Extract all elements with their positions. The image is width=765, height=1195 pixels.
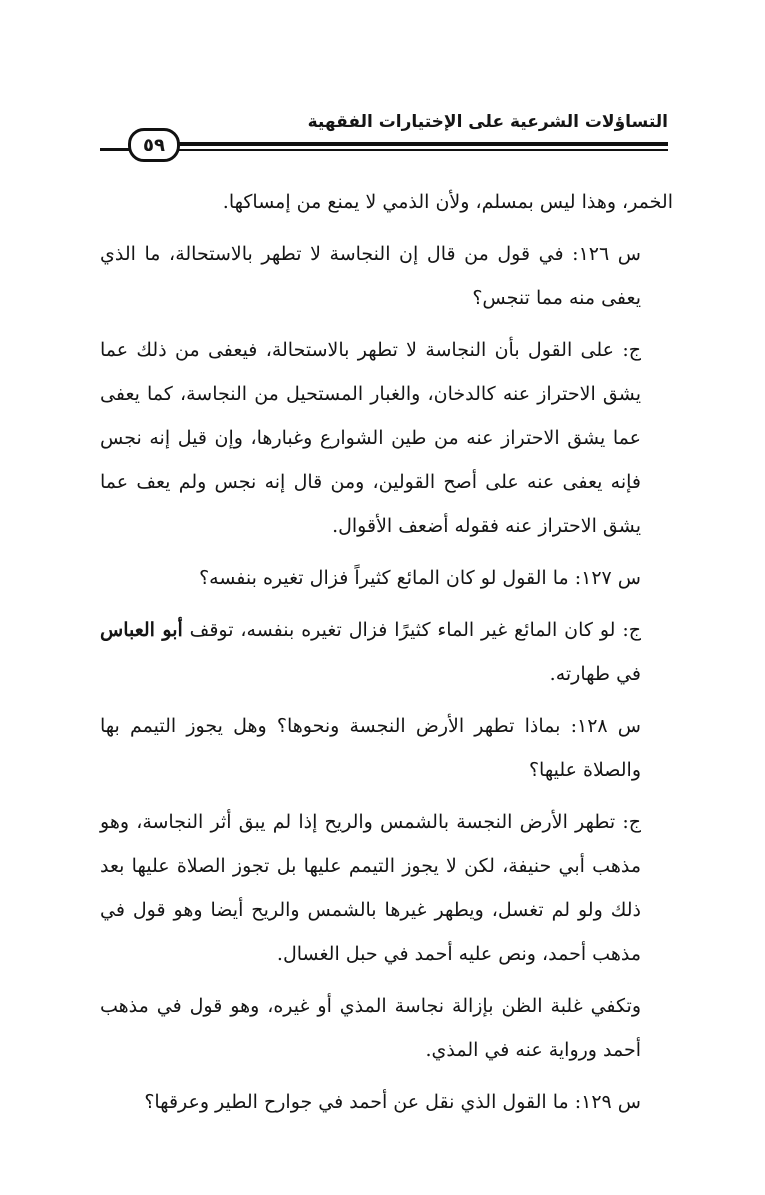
page-body	[100, 180, 673, 1132]
header-rule-left	[100, 148, 130, 151]
header-rule-thin	[176, 149, 668, 151]
answer-126: ج: على القول بأن النجاسة لا تطهر بالاستحالة، فيعفى من ذلك عما يشق الاحتراز عنه كالدخان، والغبار المستحيل من النجاسة، كما يعفى عما يشق الاحتراز عنه من طين الشوارع وغبارها، وإن قيل إنه نجس فإنه يعفى عنه على أصح القولين، ومن قال إنه نجس ولم يعف عما يشق الاحتراز عنه فقوله أضعف الأقوال.	[100, 339, 641, 537]
header-title: التساؤلات الشرعية على الإختيارات الفقهية	[307, 112, 668, 132]
answer-127-name: أبو العباس	[100, 619, 183, 641]
page-number: ٥٩	[128, 128, 180, 162]
paragraph-continuation: الخمر، وهذا ليس بمسلم، ولأن الذمي لا يمنع من إمساكها.	[222, 191, 673, 213]
answer-127	[100, 608, 673, 696]
question-127: س ١٢٧: ما القول لو كان المائع كثيراً فزال تغيره بنفسه؟	[199, 567, 641, 589]
question-128: س ١٢٨: بماذا تطهر الأرض النجسة ونحوها؟ وهل يجوز التيمم بها والصلاة عليها؟	[100, 715, 642, 781]
question-129: س ١٢٩: ما القول الذي نقل عن أحمد في جوارح الطير وعرقها؟	[144, 1091, 641, 1113]
running-header	[100, 108, 668, 168]
answer-127-text-after: في طهارته.	[549, 663, 641, 685]
answer-128-continued: وتكفي غلبة الظن بإزالة نجاسة المذي أو غيره، وهو قول في مذهب أحمد ورواية عنه في المذي.	[100, 995, 641, 1061]
answer-128: ج: تطهر الأرض النجسة بالشمس والريح إذا لم يبق أثر النجاسة، وهو مذهب أبي حنيفة، لكن لا يجوز التيمم عليها بل تجوز الصلاة عليها بعد ذلك ولو لم تغسل، ويطهر غيرها بالشمس والريح أيضا وهو قول في مذهب أحمد، ونص عليه أحمد في حبل الغسال.	[100, 811, 641, 965]
answer-127-text-before: ج: لو كان المائع غير الماء كثيرًا فزال تغيره بنفسه، توقف	[182, 619, 642, 641]
question-126: س ١٢٦: في قول من قال إن النجاسة لا تطهر بالاستحالة، ما الذي يعفى منه مما تنجس؟	[100, 243, 642, 309]
header-rule-thick	[176, 142, 668, 146]
